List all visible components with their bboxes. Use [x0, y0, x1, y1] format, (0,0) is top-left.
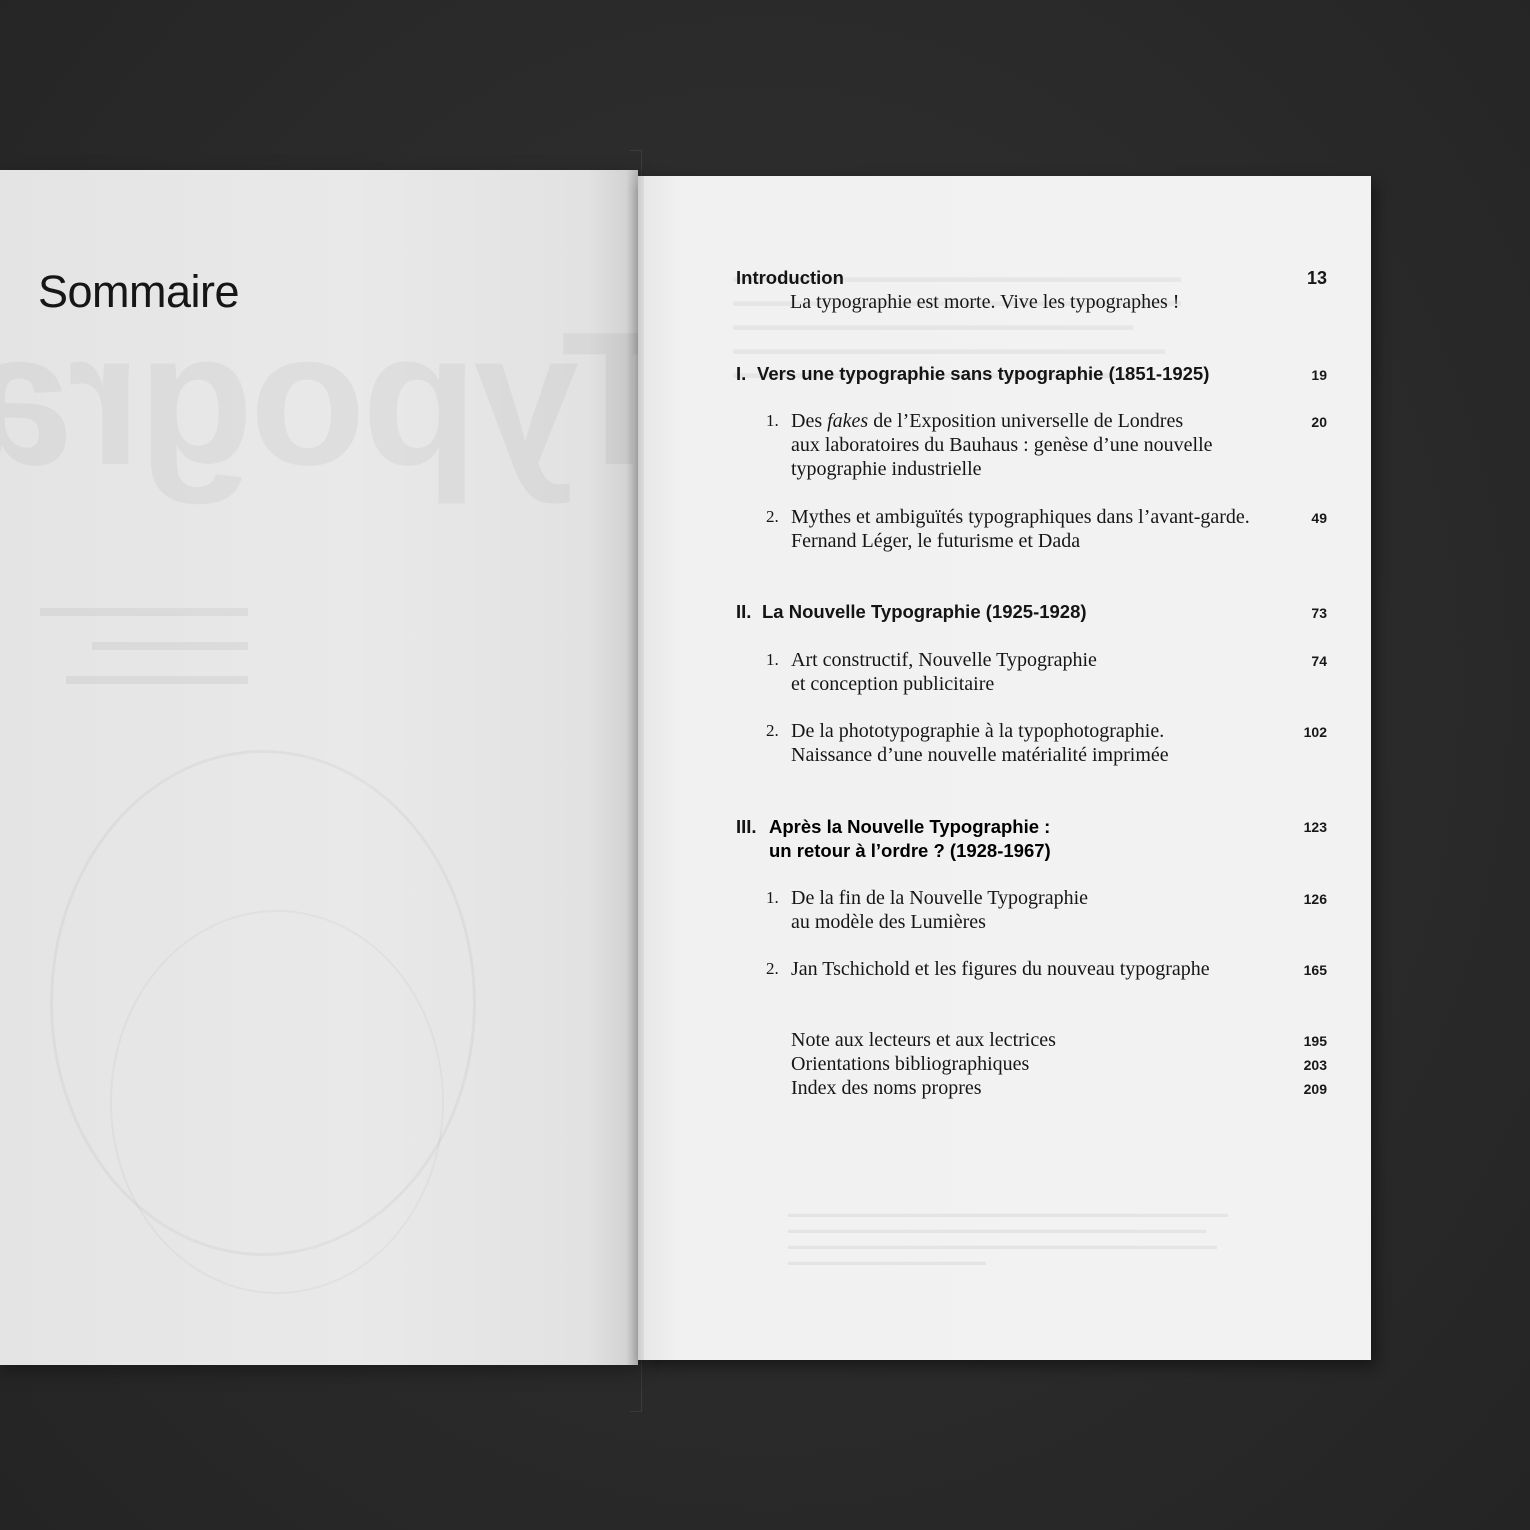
toc-chapter-marker: 1.	[766, 650, 779, 669]
toc-introduction-subtitle: La typographie est morte. Vive les typographes !	[790, 291, 1180, 313]
table-of-contents	[638, 176, 1371, 1360]
toc-back-matter-page: 209	[1303, 1081, 1327, 1097]
toc-chapter-text: Des	[791, 410, 828, 432]
show-through-graphic: ▬▬▬▬▬▬▬▬▬▬▬▬▬▬▬▬▬▬▬▬▬▬▬▬▬▬▬▬▬▬▬▬▬▬▬▬▬▬▬▬ ▬▬▬▬▬▬▬▬▬▬▬▬▬▬▬▬▬▬▬▬▬▬▬▬▬▬▬▬▬▬▬▬▬▬▬▬▬▬ ▬▬▬▬▬▬▬▬▬▬▬▬▬▬▬▬▬▬▬▬▬▬▬▬▬▬▬▬▬▬▬▬▬▬▬▬▬▬▬ ▬▬▬▬▬▬▬▬▬▬▬▬▬▬▬▬▬▬	[788, 1208, 1228, 1268]
toc-chapter-1-1	[791, 409, 1281, 481]
toc-chapter-marker: 2.	[766, 959, 779, 978]
toc-chapter-1-2	[791, 505, 1281, 553]
toc-back-matter-item: Orientations bibliographiques	[791, 1053, 1030, 1075]
toc-chapter-2-1-page: 74	[1311, 653, 1327, 669]
toc-chapter-2-2	[791, 719, 1281, 767]
toc-chapter-line: Mythes et ambiguïtés typographiques dans l’avant-garde.	[791, 506, 1250, 528]
toc-part-title-line: un retour à l’ordre ? (1928-1967)	[769, 840, 1051, 861]
page-title: Sommaire	[38, 266, 240, 317]
toc-part-2-page: 73	[1311, 605, 1327, 621]
toc-chapter-line: et conception publicitaire	[791, 673, 995, 695]
toc-part-1-page: 19	[1311, 367, 1327, 383]
toc-chapter-italic: fakes	[827, 410, 869, 432]
toc-chapter-line: Art constructif, Nouvelle Typographie	[791, 649, 1097, 671]
toc-chapter-line	[791, 409, 1281, 433]
show-through-graphic	[0, 290, 638, 508]
toc-back-matter-item: Index des noms propres	[791, 1077, 982, 1099]
toc-chapter-3-1	[791, 886, 1281, 934]
toc-chapter-line: au modèle des Lumières	[791, 911, 986, 933]
toc-chapter-line: De la fin de la Nouvelle Typographie	[791, 887, 1089, 909]
toc-chapter-marker: 1.	[766, 888, 779, 907]
toc-chapter-3-2-page: 165	[1303, 962, 1327, 978]
toc-introduction-label: Introduction	[736, 267, 844, 288]
left-page	[0, 170, 638, 1365]
show-through-graphic: ▬▬▬▬▬▬▬▬ ▬▬▬▬▬▬ ▬▬▬▬▬▬▬	[40, 592, 248, 690]
toc-chapter-line: aux laboratoires du Bauhaus : genèse d’une nouvelle	[791, 434, 1213, 456]
toc-part-1-title: Vers une typographie sans typographie (1851-1925)	[757, 363, 1210, 384]
toc-chapter-line: De la phototypographie à la typophotographie.	[791, 720, 1165, 742]
toc-chapter-2-2-page: 102	[1303, 724, 1327, 740]
right-page	[638, 176, 1371, 1360]
toc-part-title-line: Après la Nouvelle Typographie :	[769, 816, 1051, 837]
toc-chapter-line: Fernand Léger, le futurisme et Dada	[791, 530, 1081, 552]
toc-chapter-marker: 2.	[766, 507, 779, 526]
toc-chapter-3-1-page: 126	[1303, 891, 1327, 907]
toc-part-1-numeral: I.	[736, 363, 747, 384]
toc-chapter-marker: 2.	[766, 721, 779, 740]
toc-chapter-marker: 1.	[766, 411, 779, 430]
toc-chapter-1-2-page: 49	[1311, 510, 1327, 526]
toc-part-3-page: 123	[1303, 819, 1327, 835]
toc-part-3-numeral: III.	[736, 816, 757, 837]
toc-chapter-line: typographie industrielle	[791, 458, 982, 480]
toc-chapter-3-2	[791, 957, 1281, 981]
toc-back-matter-page: 195	[1303, 1033, 1327, 1049]
toc-introduction-page: 13	[1306, 268, 1327, 288]
toc-part-2-numeral: II.	[736, 601, 752, 622]
toc-chapter-text: de l’Exposition universelle de Londres	[868, 410, 1184, 432]
toc-part-3-title	[769, 815, 1259, 863]
toc-chapter-line: Naissance d’une nouvelle matérialité imprimée	[791, 744, 1169, 766]
show-through-graphic	[110, 910, 444, 1294]
toc-chapter-1-1-page: 20	[1311, 414, 1327, 430]
book-spine	[626, 170, 644, 1365]
toc-back-matter-page: 203	[1303, 1057, 1327, 1073]
toc-part-2-title: La Nouvelle Typographie (1925-1928)	[762, 601, 1087, 622]
toc-chapter-line: Jan Tschichold et les figures du nouveau typographe	[791, 958, 1210, 980]
toc-back-matter	[791, 1028, 1281, 1100]
toc-chapter-2-1	[791, 648, 1281, 696]
toc-back-matter-item: Note aux lecteurs et aux lectrices	[791, 1029, 1056, 1051]
